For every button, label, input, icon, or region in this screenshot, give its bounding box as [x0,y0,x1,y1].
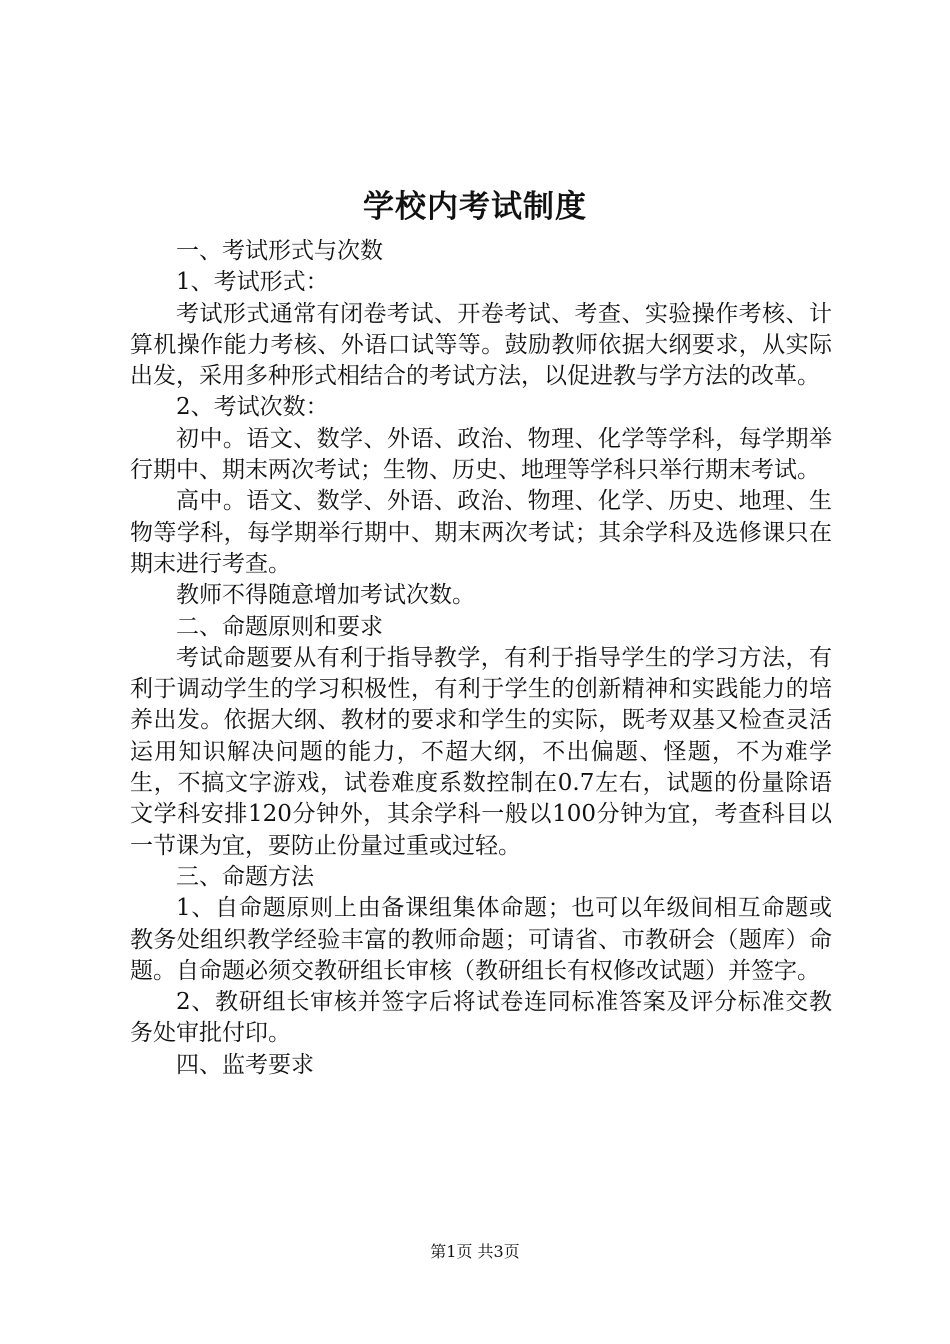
paragraph-junior-high: 初中。语文、数学、外语、政治、物理、化学等学科，每学期举行期中、期末两次考试；生物、历史、地理等学科只举行期末考试。 [130,425,832,484]
document-body [130,236,832,1081]
section-heading-2: 二、命题原则和要求 [176,613,383,640]
subheading-exam-count: 2、考试次数： [176,394,329,421]
section-heading-1: 一、考试形式与次数 [176,238,383,264]
section-heading-3: 三、命题方法 [176,863,314,890]
paragraph-teacher-rule: 教师不得随意增加考试次数。 [176,582,475,609]
section-heading-4: 四、监考要求 [176,1051,314,1078]
paragraph-exam-form: 考试形式通常有闭卷考试、开卷考试、考查、实验操作考核、计算机操作能力考核、外语口试等等。鼓励教师依据大纲要求，从实际出发，采用多种形式相结合的考试方法，以促进教与学方法的改革。 [130,300,832,390]
page-number-footer: 第1页 共3页 [430,1242,520,1261]
paragraph-senior-high: 高中。语文、数学、外语、政治、物理、化学、历史、地理、生物等学科，每学期举行期中、期末两次考试；其余学科及选修课只在期末进行考查。 [130,488,832,577]
document-title: 学校内考试制度 [363,189,587,225]
subheading-exam-form: 1、考试形式： [176,269,329,296]
paragraph-method-1: 1、自命题原则上由备课组集体命题；也可以年级间相互命题或教务处组织教学经验丰富的教师命题；可请省、市教研会（题库）命题。自命题必须交教研组长审核（教研组长有权修改试题）并签字。 [130,895,832,984]
paragraph-method-2: 2、教研组长审核并签字后将试卷连同标准答案及评分标准交教务处审批付印。 [130,989,832,1047]
paragraph-principles: 考试命题要从有利于指导教学，有利于指导学生的学习方法，有利于调动学生的学习积极性，有利于学生的创新精神和实践能力的培养出发。依据大纲、教材的要求和学生的实际，既考双基又检查灵活运用知识解决问题的能力，不超大纲，不出偏题、怪题，不为难学生，不搞文字游戏，试卷难度系数控制在0.7左右，试题的份量除语文学科安排120分钟外，其余学科一般以100分钟为宜，考查科目以一节课为宜，要防止份量过重或过轻。 [130,644,832,859]
